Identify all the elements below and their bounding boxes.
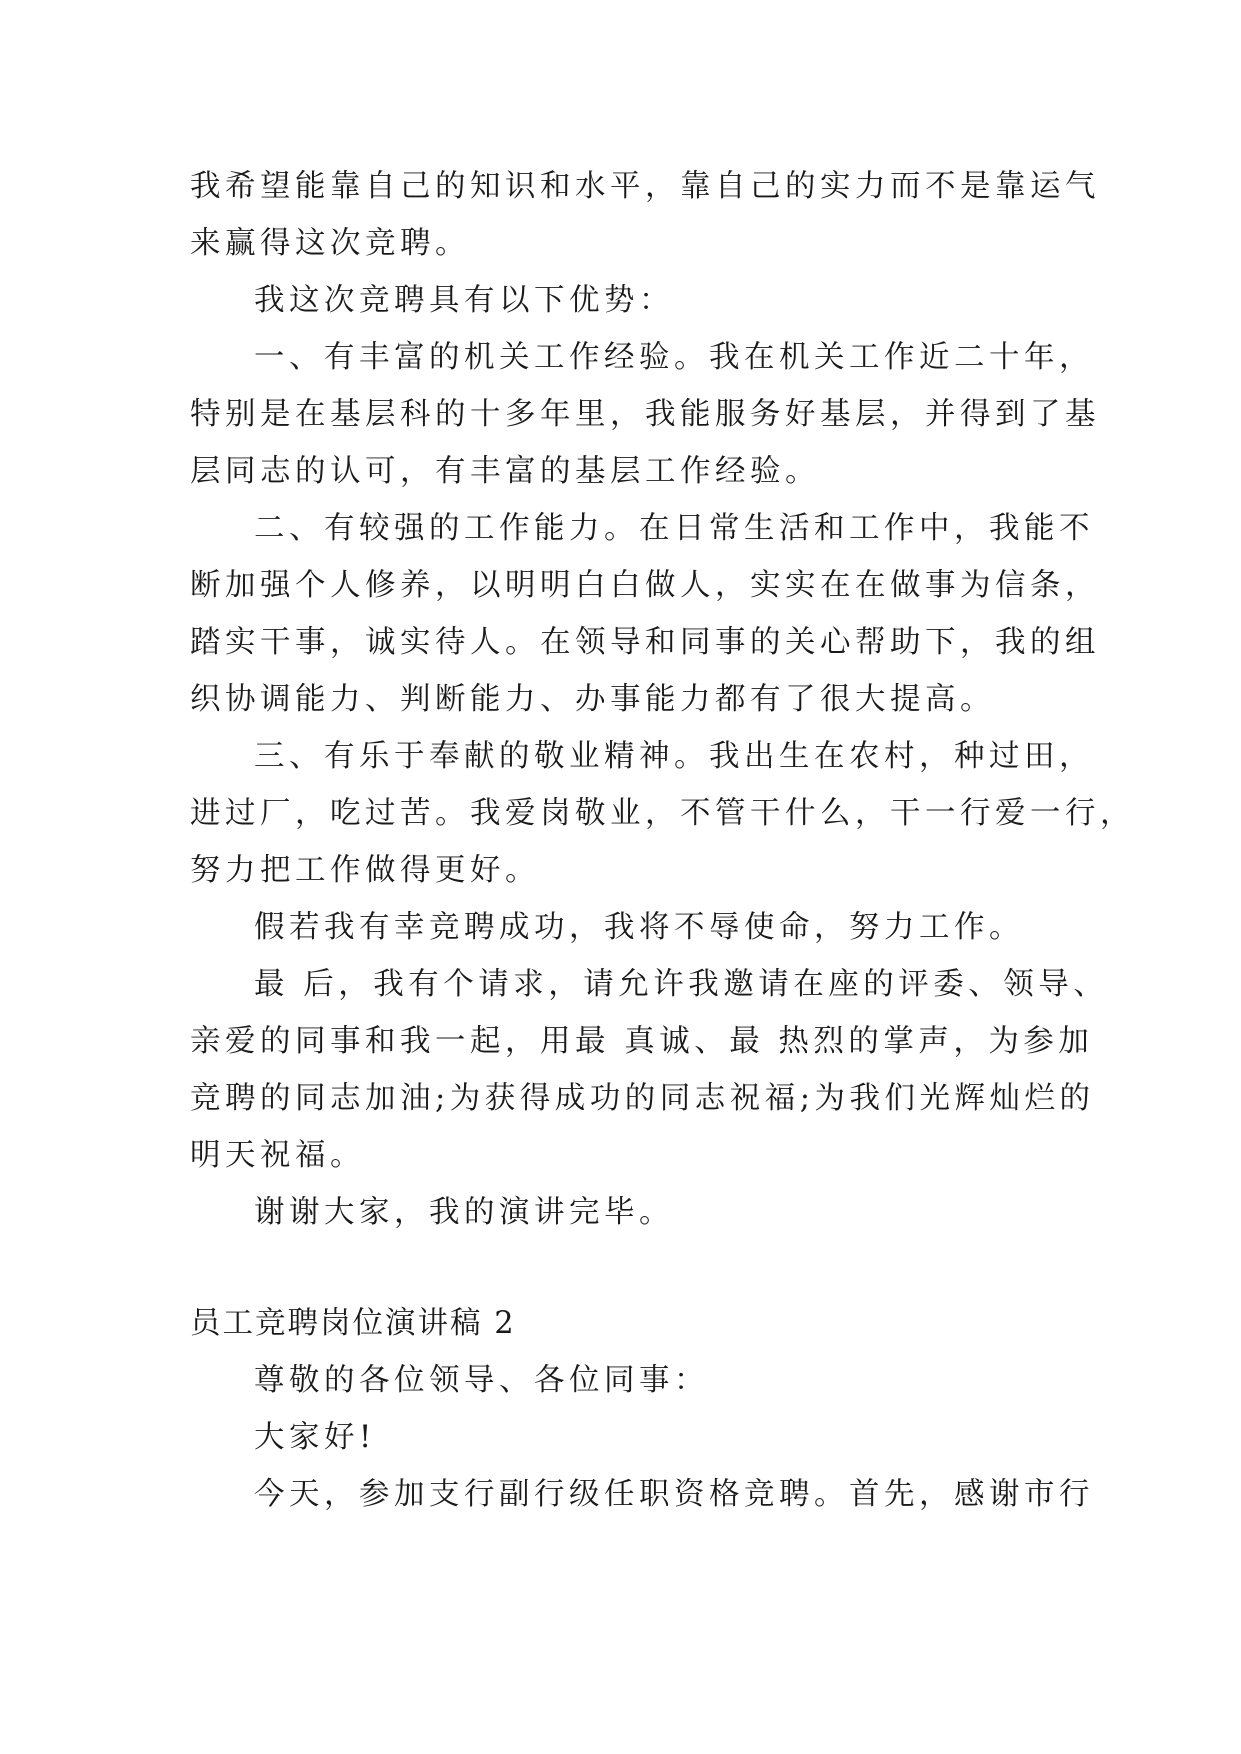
text-line: 来赢得这次竞聘。 xyxy=(190,226,470,261)
text-line: 假若我有幸竞聘成功，我将不辱使命，努力工作。 xyxy=(254,910,1024,945)
text-line: 我这次竞聘具有以下优势： xyxy=(254,283,674,318)
text-line: 亲爱的同事和我一起，用最 真诚、最 热烈的掌声，为参加 xyxy=(190,1024,1094,1059)
text-line: 一、有丰富的机关工作经验。我在机关工作近二十年， xyxy=(254,340,1094,375)
text-line: 我希望能靠自己的知识和水平，靠自己的实力而不是靠运气 xyxy=(190,169,1100,204)
text-line: 明天祝福。 xyxy=(190,1138,365,1173)
text-line: 最 后，我有个请求，请允许我邀请在座的评委、领导、 xyxy=(254,967,1109,1002)
text-line: 进过厂，吃过苦。我爱岗敬业，不管干什么，干一行爱一行， xyxy=(190,796,1135,831)
text-line: 织协调能力、判断能力、办事能力都有了很大提高。 xyxy=(190,682,995,717)
text-line: 二、有较强的工作能力。在日常生活和工作中，我能不 xyxy=(254,511,1094,546)
text-line: 特别是在基层科的十多年里，我能服务好基层，并得到了基 xyxy=(190,397,1100,432)
text-line: 竞聘的同志加油;为获得成功的同志祝福;为我们光辉灿烂的 xyxy=(190,1081,1095,1116)
text-line: 大家好! xyxy=(254,1420,376,1455)
text-line: 努力把工作做得更好。 xyxy=(190,853,540,888)
text-line: 今天，参加支行副行级任职资格竞聘。首先，感谢市行 xyxy=(254,1477,1094,1512)
document-body xyxy=(190,158,1135,1523)
text-line: 踏实干事，诚实待人。在领导和同事的关心帮助下，我的组 xyxy=(190,625,1100,660)
text-line: 三、有乐于奉献的敬业精神。我出生在农村，种过田， xyxy=(254,739,1094,774)
section-title: 员工竞聘岗位演讲稿 2 xyxy=(190,1306,516,1341)
text-line: 谢谢大家，我的演讲完毕。 xyxy=(254,1195,674,1230)
text-line: 层同志的认可，有丰富的基层工作经验。 xyxy=(190,454,820,489)
text-line: 尊敬的各位领导、各位同事： xyxy=(254,1363,709,1398)
text-line: 断加强个人修养，以明明白白做人，实实在在做事为信条， xyxy=(190,568,1100,603)
